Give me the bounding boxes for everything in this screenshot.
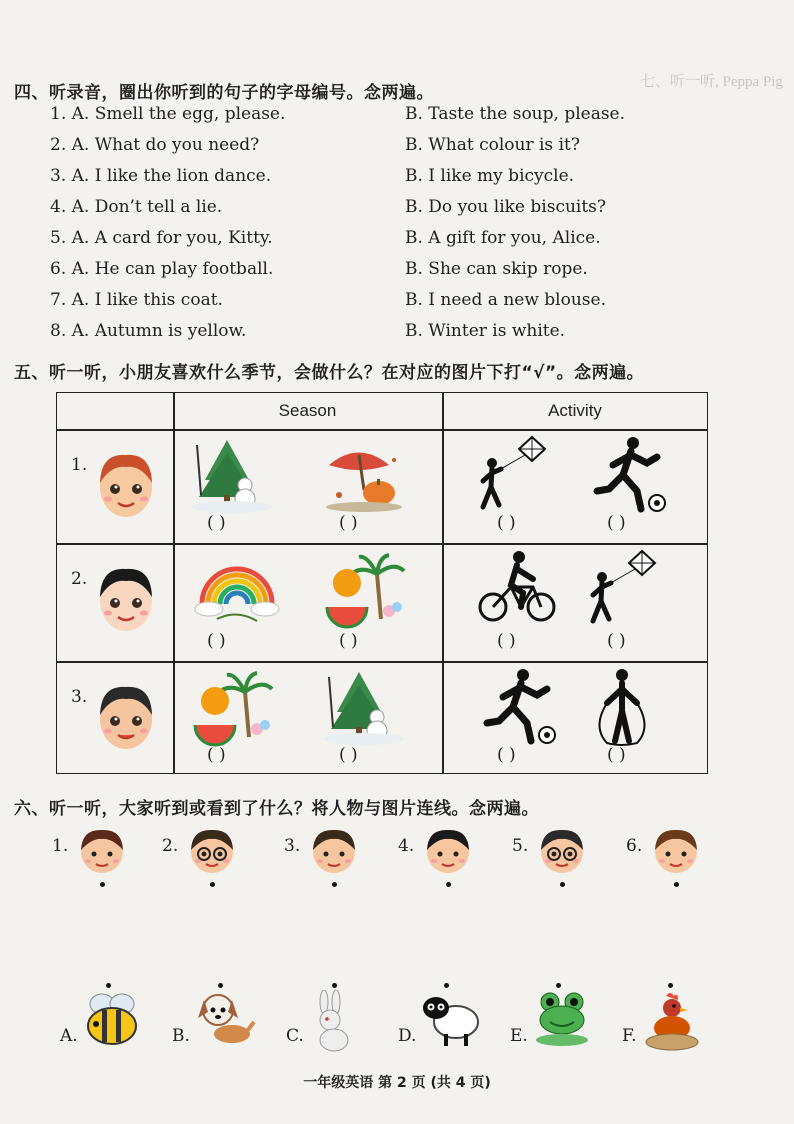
play-football-picture: [477, 667, 557, 749]
answer-blank-row1-3[interactable]: ( ): [497, 513, 516, 533]
answer-blank-row3-4[interactable]: ( ): [607, 745, 626, 765]
sheep-icon: [418, 990, 482, 1052]
animal-dot-c[interactable]: [332, 983, 337, 988]
row-number-2: 2.: [71, 569, 88, 589]
answer-blank-row1-2[interactable]: ( ): [339, 513, 358, 533]
option-b-6[interactable]: B. She can skip rope.: [405, 259, 588, 279]
dog-icon: [192, 990, 256, 1050]
option-a-8[interactable]: 8. A. Autumn is yellow.: [50, 321, 247, 341]
animal-dot-f[interactable]: [668, 983, 673, 988]
option-a-4[interactable]: 4. A. Don’t tell a lie.: [50, 197, 223, 217]
person-number-2: 2.: [162, 836, 179, 856]
option-a-2[interactable]: 2. A. What do you need?: [50, 135, 260, 155]
section5-title: 五、听一听，小朋友喜欢什么季节，会做什么？在对应的图片下打“√”。念两遍。: [14, 363, 645, 383]
hen-icon: [642, 990, 702, 1056]
answer-blank-row3-1[interactable]: ( ): [207, 745, 226, 765]
frog-icon: [530, 990, 594, 1052]
fly-kite-picture: [477, 435, 547, 514]
answer-blank-row2-2[interactable]: ( ): [339, 631, 358, 651]
option-b-7[interactable]: B. I need a new blouse.: [405, 290, 606, 310]
person-dot-3[interactable]: [332, 882, 337, 887]
person-avatar-6: [652, 826, 700, 880]
person-number-5: 5.: [512, 836, 529, 856]
bee-icon: [80, 990, 144, 1050]
option-b-8[interactable]: B. Winter is white.: [405, 321, 566, 341]
option-a-7[interactable]: 7. A. I like this coat.: [50, 290, 223, 310]
animal-label-e: E.: [510, 1026, 528, 1046]
animal-dot-a[interactable]: [106, 983, 111, 988]
answer-blank-row2-4[interactable]: ( ): [607, 631, 626, 651]
answer-blank-row2-3[interactable]: ( ): [497, 631, 516, 651]
person-dot-6[interactable]: [674, 882, 679, 887]
option-a-3[interactable]: 3. A. I like the lion dance.: [50, 166, 272, 186]
animal-dot-b[interactable]: [218, 983, 223, 988]
person-number-6: 6.: [626, 836, 643, 856]
option-b-1[interactable]: B. Taste the soup, please.: [405, 104, 626, 124]
option-a-6[interactable]: 6. A. He can play football.: [50, 259, 274, 279]
person-number-3: 3.: [284, 836, 301, 856]
animal-dot-d[interactable]: [444, 983, 449, 988]
option-b-3[interactable]: B. I like my bicycle.: [405, 166, 575, 186]
child-avatar-1: [93, 449, 159, 525]
person-dot-4[interactable]: [446, 882, 451, 887]
person-number-4: 4.: [398, 836, 415, 856]
header-season: Season: [278, 401, 337, 420]
spring-rainbow-picture: [187, 549, 287, 633]
section4-title: 四、听录音，圈出你听到的句子的字母编号。念两遍。: [14, 83, 434, 103]
person-dot-2[interactable]: [210, 882, 215, 887]
header-activity: Activity: [548, 401, 602, 420]
answer-blank-row2-1[interactable]: ( ): [207, 631, 226, 651]
option-b-4[interactable]: B. Do you like biscuits?: [405, 197, 607, 217]
person-number-1: 1.: [52, 836, 69, 856]
answer-blank-row1-1[interactable]: ( ): [207, 513, 226, 533]
summer-fruit-picture: [187, 667, 277, 751]
season-activity-table: [56, 392, 708, 774]
skip-rope-picture: [587, 667, 657, 751]
winter-snowman-picture: [187, 435, 277, 519]
person-avatar-5: [538, 826, 586, 880]
answer-blank-row3-3[interactable]: ( ): [497, 745, 516, 765]
summer-fruit-picture: [319, 549, 409, 633]
person-avatar-1: [78, 826, 126, 880]
page-footer: 一年级英语 第 2 页 (共 4 页): [303, 1075, 491, 1091]
option-b-2[interactable]: B. What colour is it?: [405, 135, 580, 155]
fly-kite-picture: [587, 549, 657, 628]
row-number-1: 1.: [71, 455, 88, 475]
animal-dot-e[interactable]: [556, 983, 561, 988]
option-a-1[interactable]: 1. A. Smell the egg, please.: [50, 104, 286, 124]
section6-title: 六、听一听，大家听到或看到了什么？将人物与图片连线。念两遍。: [14, 799, 539, 819]
autumn-pumpkin-picture: [319, 435, 409, 519]
animal-label-b: B.: [172, 1026, 190, 1046]
animal-label-f: F.: [622, 1026, 637, 1046]
option-b-5[interactable]: B. A gift for you, Alice.: [405, 228, 601, 248]
ride-bicycle-picture: [477, 549, 557, 631]
animal-label-c: C.: [286, 1026, 304, 1046]
animal-label-a: A.: [60, 1026, 78, 1046]
answer-blank-row1-4[interactable]: ( ): [607, 513, 626, 533]
row-number-3: 3.: [71, 687, 88, 707]
option-a-5[interactable]: 5. A. A card for you, Kitty.: [50, 228, 273, 248]
child-avatar-2: [93, 563, 159, 639]
person-avatar-2: [188, 826, 236, 880]
person-avatar-4: [424, 826, 472, 880]
person-dot-1[interactable]: [100, 882, 105, 887]
winter-snowman-picture: [319, 667, 409, 751]
child-avatar-3: [93, 681, 159, 757]
play-football-picture: [587, 435, 667, 517]
person-avatar-3: [310, 826, 358, 880]
person-dot-5[interactable]: [560, 882, 565, 887]
animal-label-d: D.: [398, 1026, 417, 1046]
bleed-through-text: 七、听一听, Peppa Pig: [640, 74, 783, 90]
answer-blank-row3-2[interactable]: ( ): [339, 745, 358, 765]
rabbit-icon: [306, 990, 356, 1056]
